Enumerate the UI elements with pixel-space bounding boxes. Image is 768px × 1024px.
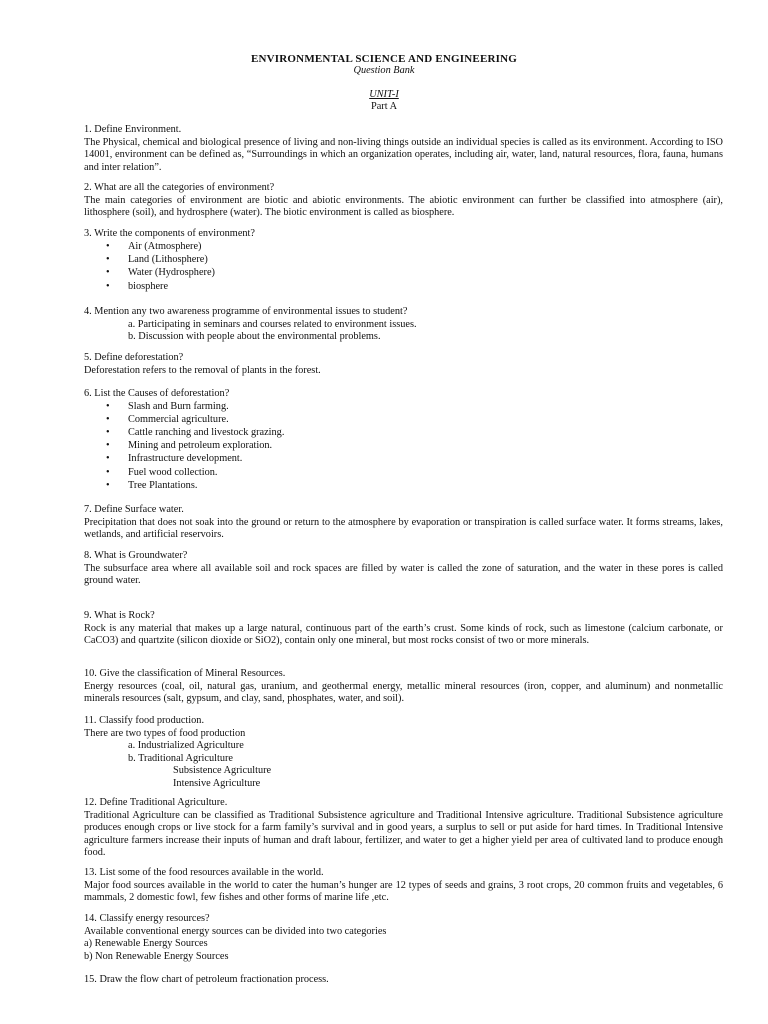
answer-text: Rock is any material that makes up a large natural, continuous part of the earth’s crust. Some kinds of rock, such as limestone (calcium carbonate, or CaCO3) and quartzite (silicon dioxide or SiO2), contain only one mineral, but most rocks consist of two or more minerals. xyxy=(84,622,723,647)
question-11 xyxy=(84,715,723,791)
answer-text: Deforestation refers to the removal of plants in the forest. xyxy=(84,364,321,376)
question-9 xyxy=(84,610,723,648)
list-item: • Water (Hydrosphere) xyxy=(84,267,723,280)
question-title: 4. Mention any two awareness programme of environmental issues to student? xyxy=(84,306,408,317)
part-heading: Part A xyxy=(370,101,398,112)
question-5 xyxy=(84,352,723,377)
causes-list xyxy=(84,401,723,493)
question-title: 8. What is Groundwater? xyxy=(84,550,188,561)
list-item: • Cattle ranching and livestock grazing. xyxy=(84,427,723,440)
list-item: • biosphere xyxy=(84,281,723,294)
question-7 xyxy=(84,504,723,542)
question-15 xyxy=(84,974,723,987)
question-title: 6. List the Causes of deforestation? xyxy=(84,388,230,399)
answer-text: Major food sources available in the world to cater the human’s hunger are 12 types of seeds and grains, 3 root crops, 20 common fruits and vegetables, 6 mammals, 2 domestic fowl, few fishes and other forms of marine life ,etc. xyxy=(84,879,723,904)
question-title: 2. What are all the categories of environment? xyxy=(84,182,275,193)
list-item: b. Discussion with people about the environmental problems. xyxy=(128,331,381,343)
document-subtitle: Question Bank xyxy=(353,65,415,76)
question-10 xyxy=(84,668,723,706)
question-title: 9. What is Rock? xyxy=(84,610,155,621)
list-item: • Commercial agriculture. xyxy=(84,414,723,427)
question-13 xyxy=(84,867,723,905)
question-12 xyxy=(84,797,723,860)
question-3 xyxy=(84,228,723,294)
question-8 xyxy=(84,550,723,588)
list-item: a. Industrialized Agriculture xyxy=(128,740,244,752)
question-title: 7. Define Surface water. xyxy=(84,504,184,515)
answer-text: The main categories of environment are biotic and abiotic environments. The abiotic environment can further be classified into atmosphere (air), lithosphere (soil), and hydrosphere (water). The biotic environment is called as biosphere. xyxy=(84,194,723,219)
question-title: 12. Define Traditional Agriculture. xyxy=(84,797,228,808)
list-item: • Tree Plantations. xyxy=(84,480,723,493)
list-item: • Fuel wood collection. xyxy=(84,467,723,480)
question-4 xyxy=(84,306,723,344)
list-item: • Air (Atmosphere) xyxy=(84,241,723,254)
answer-text: Precipitation that does not soak into the ground or return to the atmosphere by evaporation or transpiration is called surface water. It forms streams, lakes, wetlands, and artificial reservoirs. xyxy=(84,516,723,541)
answer-text: Traditional Agriculture can be classified as Traditional Subsistence agriculture and Traditional Intensive agriculture. Traditional Subsistence agriculture produces enough crops or live stock for a farm family’s survival and in good years, a surplus to sell or put aside for hard times. In Traditional Intensive agriculture farmers increase their inputs of human and draft labour, fertilizer, and water to get a higher yield per area of cultivated land to produce enough food. xyxy=(84,809,723,859)
question-title: 15. Draw the flow chart of petroleum fractionation process. xyxy=(84,974,329,985)
answer-text: Energy resources (coal, oil, natural gas, uranium, and geothermal energy, metallic mineral resources (iron, copper, and aluminum) and nonmetallic minerals resources (salt, gypsum, and clay, sand, phosphates, water, and soil). xyxy=(84,680,723,705)
question-title: 3. Write the components of environment? xyxy=(84,228,255,239)
sub-list-item: Intensive Agriculture xyxy=(173,777,261,789)
question-title: 5. Define deforestation? xyxy=(84,352,184,363)
question-title: 10. Give the classification of Mineral Resources. xyxy=(84,668,286,679)
answer-text: There are two types of food production xyxy=(84,727,246,739)
list-item: a) Renewable Energy Sources xyxy=(84,938,208,950)
question-title: 1. Define Environment. xyxy=(84,124,182,135)
answer-text: Available conventional energy sources can be divided into two categories xyxy=(84,925,387,937)
list-item: • Mining and petroleum exploration. xyxy=(84,440,723,453)
list-item: • Infrastructure development. xyxy=(84,453,723,466)
question-14 xyxy=(84,913,723,963)
question-title: 11. Classify food production. xyxy=(84,715,205,726)
question-title: 14. Classify energy resources? xyxy=(84,913,210,924)
component-list xyxy=(84,241,723,295)
question-1 xyxy=(84,124,723,174)
unit-heading: UNIT-I xyxy=(369,89,399,100)
question-6 xyxy=(84,388,723,493)
answer-text: The Physical, chemical and biological presence of living and non-living things outside an individual species is called as its environment. According to ISO 14001, environment can be defined as, “Surroundings in which an organization operates, including air, water, land, natural resources, flora, fauna, humans and inter relation”. xyxy=(84,136,723,173)
document-title: ENVIRONMENTAL SCIENCE AND ENGINEERING xyxy=(250,53,518,65)
question-2 xyxy=(84,182,723,220)
answer-text: The subsurface area where all available soil and rock spaces are filled by water is called the zone of saturation, and the water in these pores is called ground water. xyxy=(84,562,723,587)
question-title: 13. List some of the food resources available in the world. xyxy=(84,867,324,878)
list-item: b. Traditional Agriculture xyxy=(128,752,233,764)
sub-list-item: Subsistence Agriculture xyxy=(173,765,272,777)
list-item: • Land (Lithosphere) xyxy=(84,254,723,267)
list-item: a. Participating in seminars and courses related to environment issues. xyxy=(128,318,417,330)
list-item: b) Non Renewable Energy Sources xyxy=(84,950,229,962)
list-item: • Slash and Burn farming. xyxy=(84,401,723,414)
